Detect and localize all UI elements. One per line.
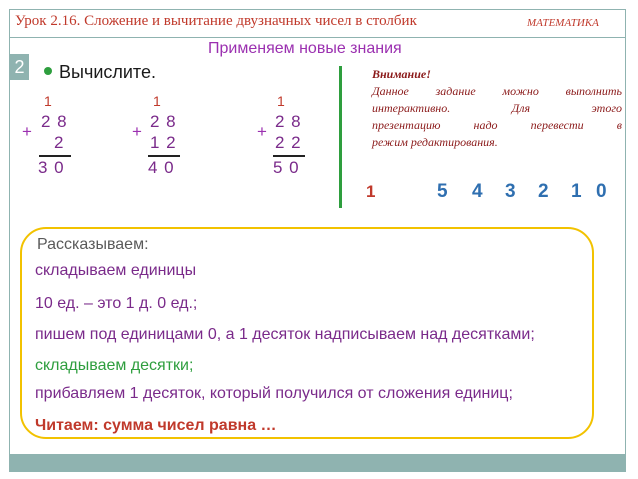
task-text: Вычислите. xyxy=(59,62,156,82)
example-2-sum-line xyxy=(148,155,180,157)
note-line: Данное задание можно выполнить xyxy=(372,84,622,98)
example-2-top-number: 2 8 xyxy=(150,112,177,131)
example-1-top-number: 2 8 xyxy=(41,112,68,131)
note-line: режим редактирования. xyxy=(372,135,498,149)
example-3-sum-line xyxy=(273,155,305,157)
task-line xyxy=(44,62,156,83)
example-1-result: 3 0 xyxy=(38,158,65,177)
example-1-plus-sign: + xyxy=(22,122,32,141)
example-2-bottom-number: 1 2 xyxy=(150,133,177,152)
example-1-carry: 1 xyxy=(44,93,52,109)
slide-subtitle: Применяем новые знания xyxy=(208,40,402,57)
countdown-1[interactable]: 1 xyxy=(571,181,582,202)
note-heading: Внимание! xyxy=(372,67,431,81)
example-1-sum-line xyxy=(39,155,71,157)
slide-number-badge: 2 xyxy=(10,54,29,80)
subject-label: МАТЕМАТИКА xyxy=(527,17,599,29)
example-2-result: 4 0 xyxy=(148,158,175,177)
note-line: презентацию надо перевести в xyxy=(372,118,622,132)
story-line: 10 ед. – это 1 д. 0 ед.; xyxy=(35,295,198,312)
countdown-5[interactable]: 5 xyxy=(437,181,448,202)
example-3-result: 5 0 xyxy=(273,158,300,177)
example-3-bottom-number: 2 2 xyxy=(275,133,302,152)
countdown-4[interactable]: 4 xyxy=(472,181,483,202)
header-divider xyxy=(9,37,626,38)
example-3-top-number: 2 8 xyxy=(275,112,302,131)
timer-start-number[interactable]: 1 xyxy=(366,182,376,201)
story-line: пишем под единицами 0, а 1 десяток надписываем над десятками; xyxy=(35,326,535,343)
story-conclusion: Читаем: сумма чисел равна … xyxy=(35,417,277,434)
story-line: складываем десятки; xyxy=(35,357,194,374)
vertical-divider xyxy=(339,66,342,208)
countdown-3[interactable]: 3 xyxy=(505,181,516,202)
example-2-plus-sign: + xyxy=(132,122,142,141)
example-3-plus-sign: + xyxy=(257,122,267,141)
example-3-carry: 1 xyxy=(277,93,285,109)
bullet-icon xyxy=(44,67,52,75)
attention-note xyxy=(372,66,622,151)
countdown-2[interactable]: 2 xyxy=(538,181,549,202)
note-line: интерактивно. Для этого xyxy=(372,101,622,115)
example-2-carry: 1 xyxy=(153,93,161,109)
footer-bar xyxy=(9,455,626,472)
story-heading: Рассказываем: xyxy=(37,236,149,253)
story-line: складываем единицы xyxy=(35,262,197,279)
countdown-0[interactable]: 0 xyxy=(596,181,607,202)
story-line: прибавляем 1 десяток, который получился от сложения единиц; xyxy=(35,385,513,402)
lesson-title: Урок 2.16. Сложение и вычитание двузначных чисел в столбик xyxy=(15,13,417,29)
example-1-bottom-number: 2 xyxy=(54,133,65,152)
